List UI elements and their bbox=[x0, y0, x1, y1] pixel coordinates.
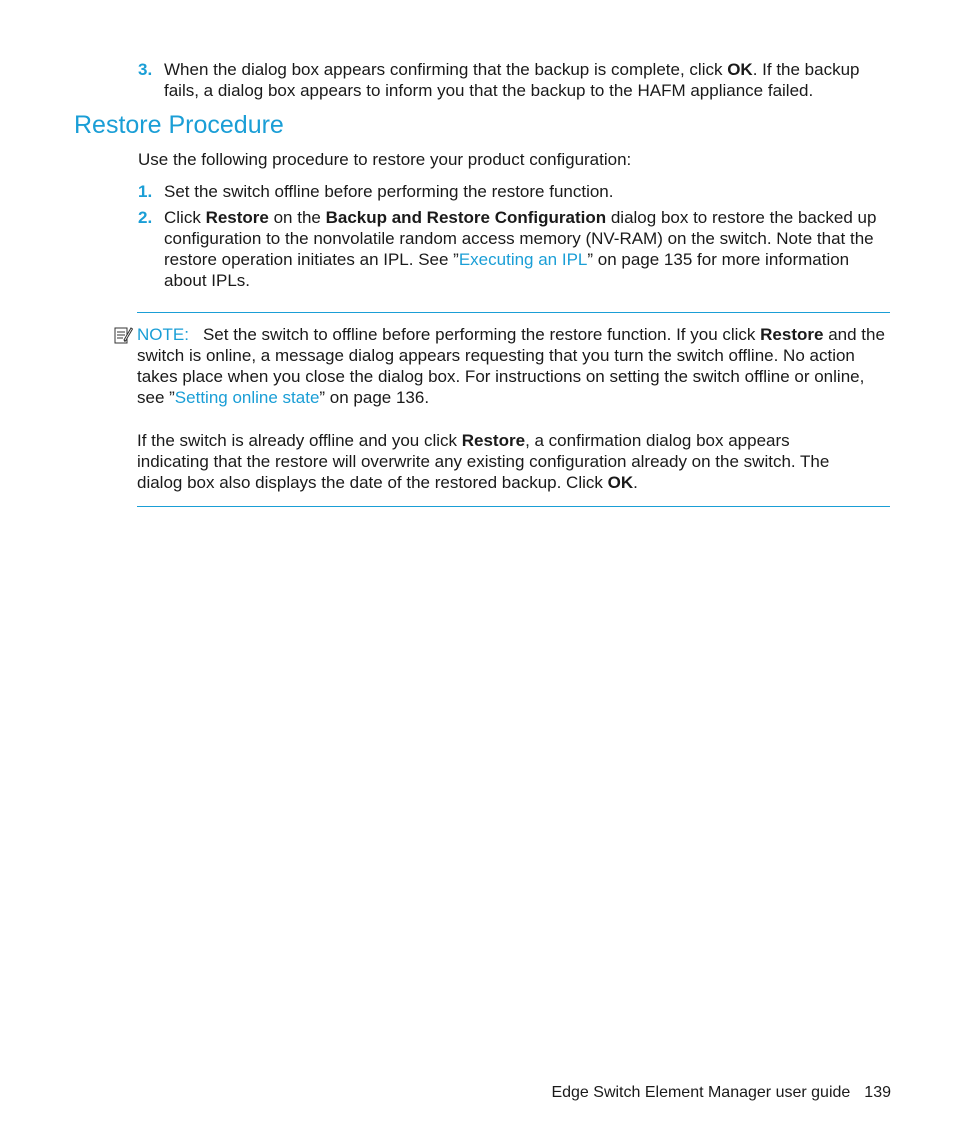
note-top-rule bbox=[137, 312, 890, 313]
note-pad-icon bbox=[113, 325, 133, 345]
step-1-text: Set the switch offline before performing the restore function. bbox=[164, 182, 614, 201]
link-setting-online-state[interactable]: Setting online state bbox=[174, 388, 320, 407]
section-intro: Use the following procedure to restore your product configuration: bbox=[138, 150, 632, 169]
page-footer bbox=[551, 1083, 891, 1103]
footer-guide-title: Edge Switch Element Manager user guide bbox=[551, 1084, 851, 1101]
step-2-number: 2. bbox=[138, 208, 153, 227]
step-3-text: When the dialog box appears confirming that the backup is complete, click OK. If the backup fails, a dialog box appears to inform you that the backup to the HAFM appliance failed. bbox=[164, 60, 860, 100]
note-paragraph-1: NOTE: Set the switch to offline before performing the restore function. If you click Restore and the switch is online, a message dialog appears requesting that you turn the switch offline. No action takes place when you close the dialog box. For instructions on setting the switch offline or online, see ”Setting online state” on page 136. bbox=[137, 325, 885, 407]
section-title: Restore Procedure bbox=[74, 111, 284, 139]
note-label: NOTE: bbox=[137, 325, 189, 344]
link-executing-an-ipl[interactable]: Executing an IPL bbox=[458, 250, 588, 269]
step-3-number: 3. bbox=[138, 60, 153, 79]
note-bottom-rule bbox=[137, 506, 890, 507]
step-1-number: 1. bbox=[138, 182, 153, 201]
note-paragraph-2: If the switch is already offline and you click Restore, a confirmation dialog box appears indicating that the restore will overwrite any existing configuration already on the switch. The dialog box also displays the date of the restored backup. Click OK. bbox=[137, 431, 830, 492]
step-2-text: Click Restore on the Backup and Restore Configuration dialog box to restore the backed up configuration to the nonvolatile random access memory (NV-RAM) on the switch. Note that the restore operation initiates an IPL. See ”Executing an IPL” on page 135 for more information about IPLs. bbox=[164, 208, 877, 290]
footer-page-number: 139 bbox=[864, 1084, 891, 1101]
